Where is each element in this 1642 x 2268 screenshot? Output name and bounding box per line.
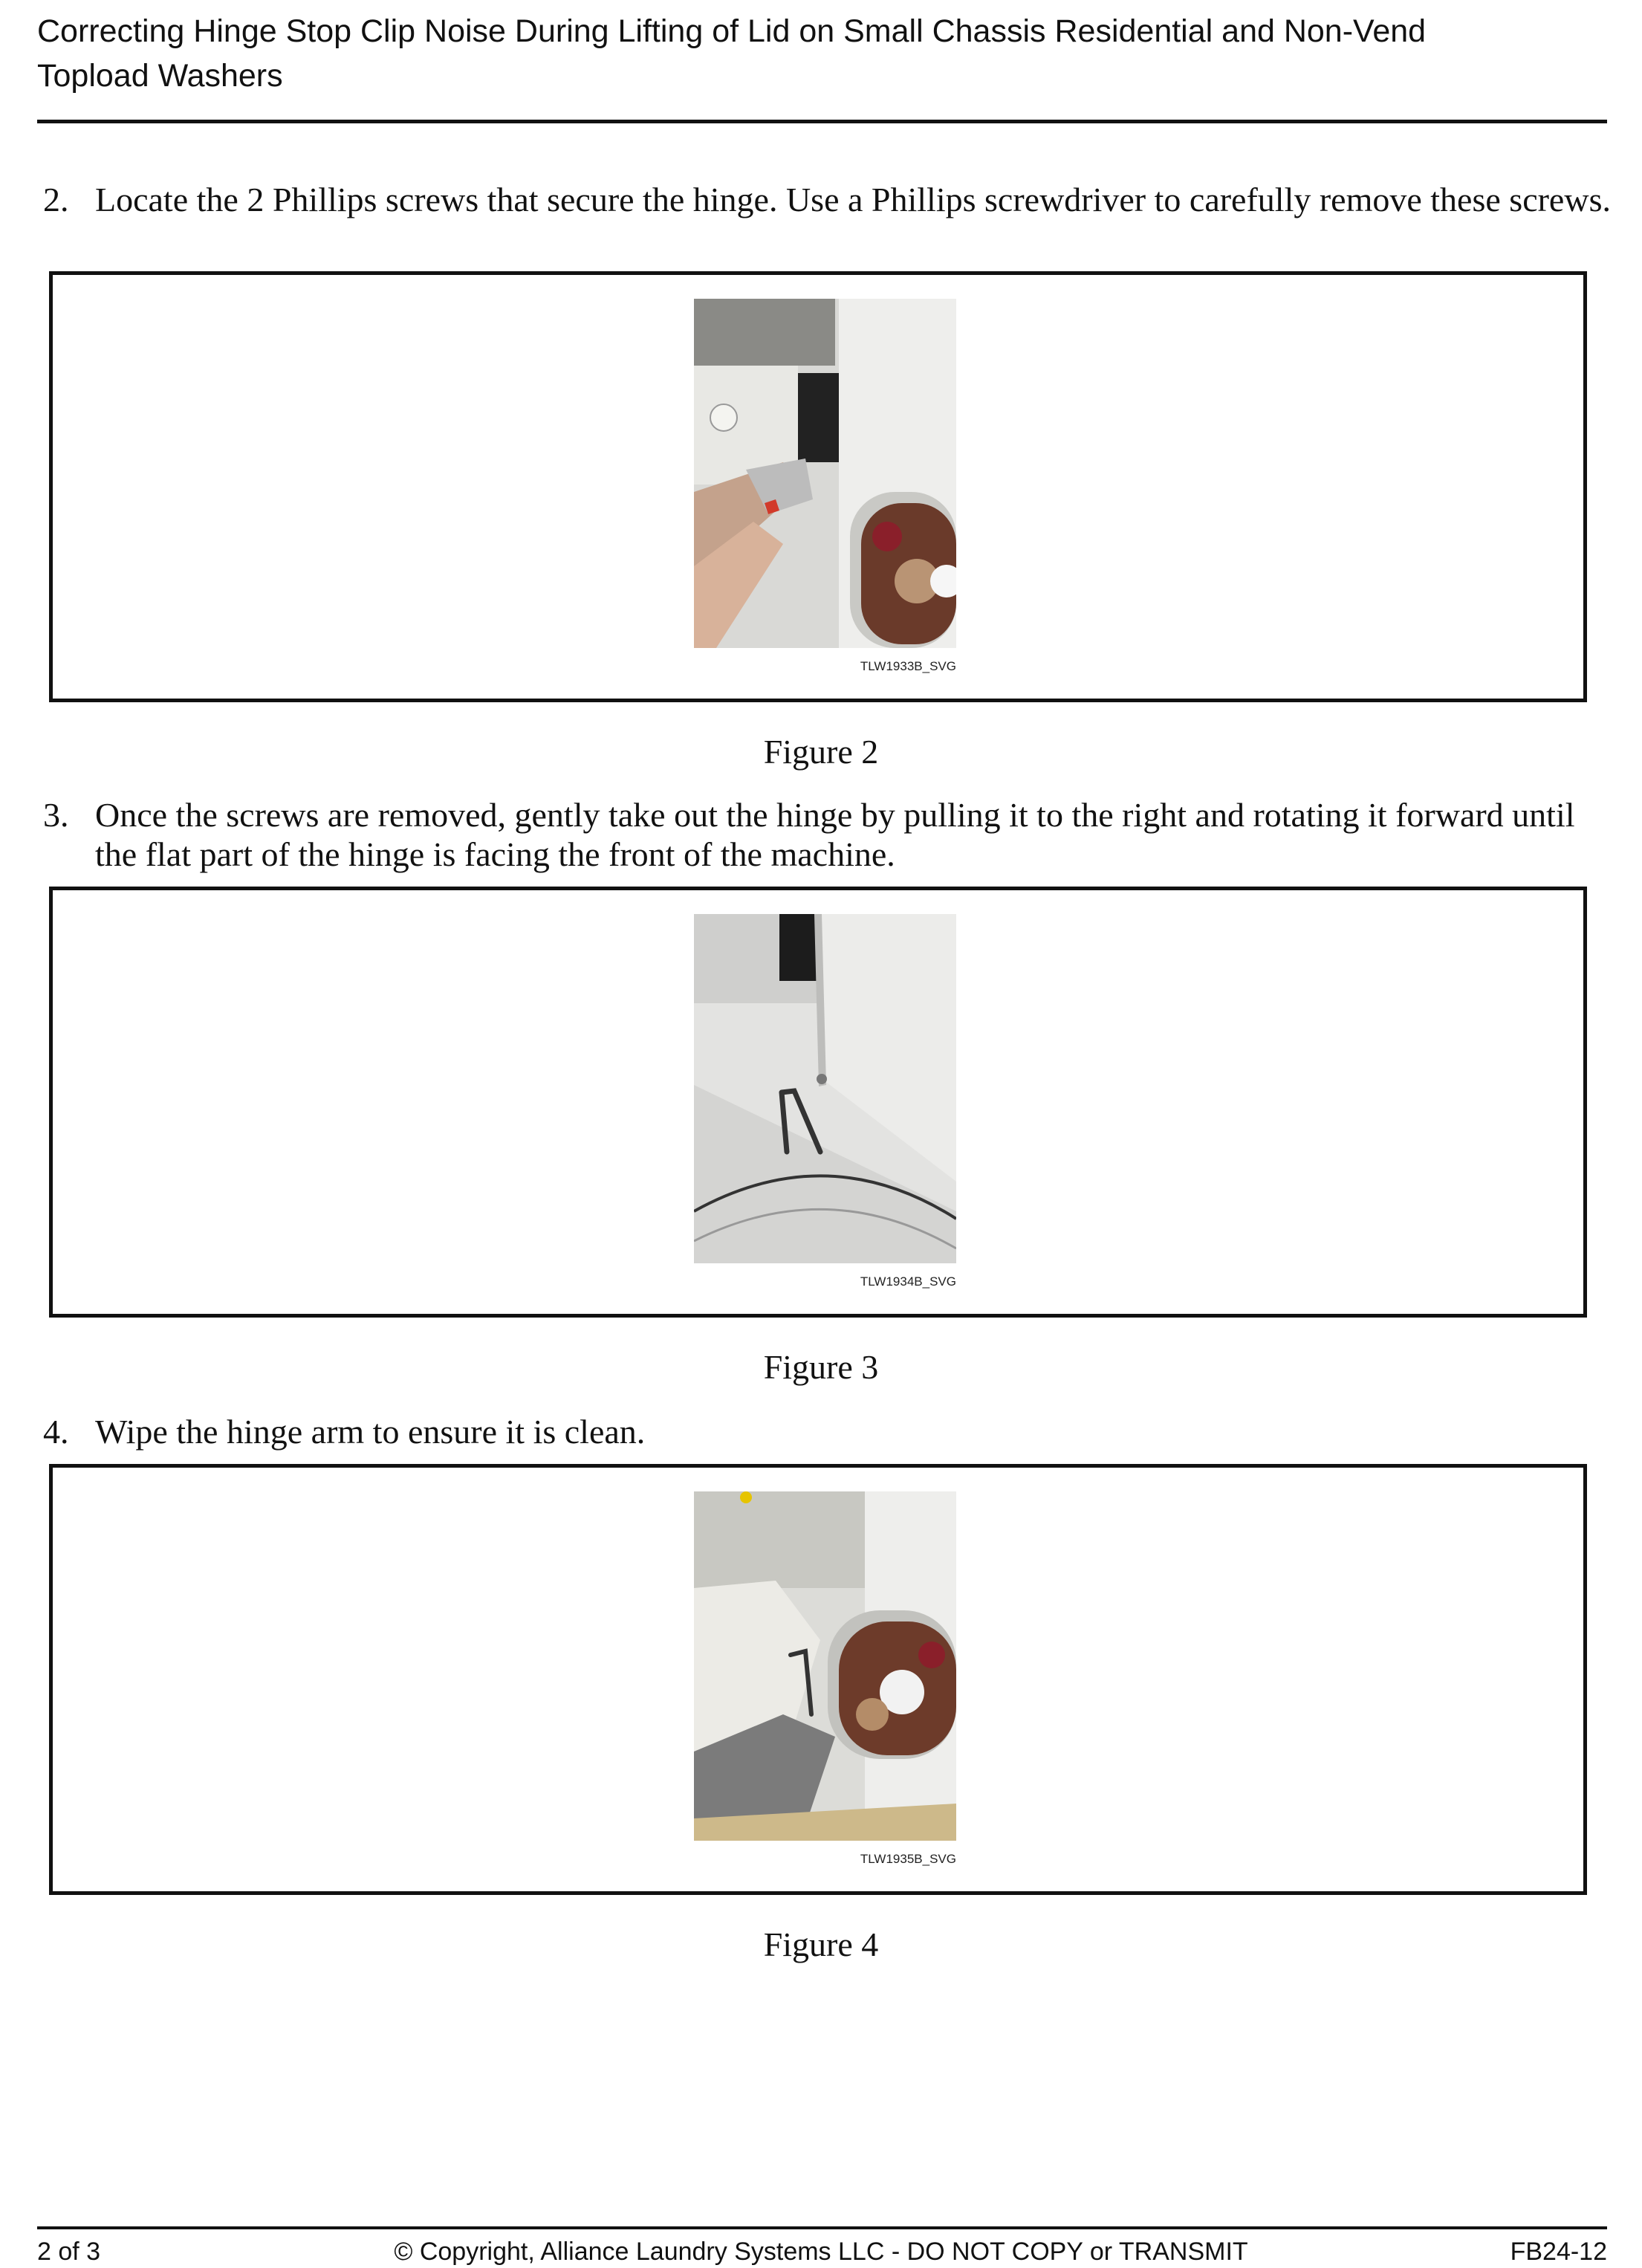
figure-id: TLW1935B_SVG	[860, 1852, 956, 1866]
figure-4-frame	[49, 1464, 1587, 1895]
step-3	[43, 795, 1611, 874]
step-text: Once the screws are removed, gently take out the hinge by pulling it to the right and rotating it forward until the flat part of the hinge is facing the front of the machine.	[95, 796, 1575, 873]
document-title-line-1: Correcting Hinge Stop Clip Noise During Lifting of Lid on Small Chassis Residential and Non-Vend	[37, 13, 1427, 49]
figure-3-caption: Figure 3	[763, 1348, 879, 1386]
document-title	[37, 9, 1605, 98]
figure-2-frame	[49, 271, 1587, 702]
step-text: Wipe the hinge arm to ensure it is clean.	[95, 1413, 646, 1451]
document-code: FB24-12	[1510, 2238, 1607, 2266]
figure-2-photo	[694, 299, 956, 648]
step-number: 3.	[43, 796, 69, 834]
figure-3-photo	[694, 914, 956, 1263]
footer-divider	[37, 2226, 1607, 2229]
wiping-hinge-photo	[694, 1491, 956, 1841]
header-divider	[37, 120, 1607, 123]
figure-3-frame	[49, 887, 1587, 1318]
figure-4-caption: Figure 4	[763, 1925, 879, 1963]
page-number: 2 of 3	[37, 2238, 101, 2266]
removed-hinge-photo	[694, 914, 956, 1263]
step-number: 2.	[43, 181, 69, 218]
washer-hinge-screws-photo	[694, 299, 956, 648]
step-2	[43, 180, 1611, 219]
figure-4-photo	[694, 1491, 956, 1841]
step-text: Locate the 2 Phillips screws that secure the hinge. Use a Phillips screwdriver to carefully remove these screws.	[95, 181, 1611, 218]
figure-id: TLW1933B_SVG	[860, 659, 956, 673]
copyright-notice: © Copyright, Alliance Laundry Systems LLC - DO NOT COPY or TRANSMIT	[394, 2238, 1248, 2266]
document-title-line-2: Topload Washers	[37, 58, 283, 94]
step-number: 4.	[43, 1413, 69, 1451]
step-4	[43, 1412, 1611, 1451]
figure-id: TLW1934B_SVG	[860, 1274, 956, 1289]
figure-2-caption: Figure 2	[763, 733, 879, 771]
